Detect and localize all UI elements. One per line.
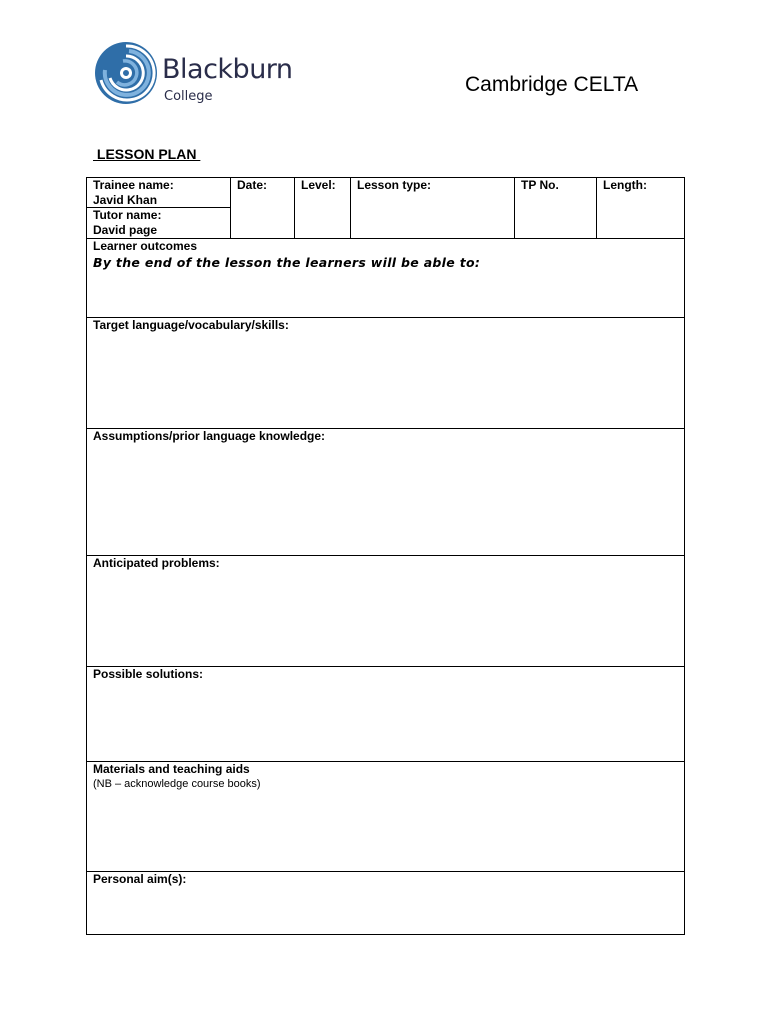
target-language-field[interactable] — [87, 318, 685, 429]
tp-no-field[interactable] — [515, 178, 597, 239]
tutor-value[interactable]: David page — [93, 223, 158, 237]
learner-outcomes-prompt: By the end of the lesson the learners will be able to: — [93, 255, 481, 270]
tutor-label: Tutor name: — [93, 208, 162, 222]
anticipated-problems-field[interactable] — [87, 556, 685, 667]
level-label: Level: — [301, 178, 336, 192]
tp-no-label: TP No. — [521, 178, 559, 192]
anticipated-problems-label: Anticipated problems: — [93, 556, 220, 570]
personal-aims-field[interactable] — [87, 872, 685, 935]
college-logo — [93, 40, 293, 110]
trainee-tutor-cell — [87, 178, 231, 239]
page-title: LESSON PLAN — [93, 146, 201, 162]
swirl-logo-icon — [93, 40, 159, 106]
certificate-title: Cambridge CELTA — [465, 73, 639, 96]
info-row — [87, 178, 685, 239]
learner-outcomes-field[interactable] — [87, 239, 685, 318]
lesson-type-field[interactable] — [351, 178, 515, 239]
date-label: Date: — [237, 178, 268, 192]
assumptions-label: Assumptions/prior language knowledge: — [93, 429, 326, 443]
materials-label: Materials and teaching aids — [93, 762, 250, 776]
trainee-label: Trainee name: — [93, 178, 174, 192]
lesson-plan-table — [86, 177, 685, 935]
materials-field[interactable] — [87, 762, 685, 872]
learner-outcomes-label: Learner outcomes — [93, 239, 198, 253]
possible-solutions-label: Possible solutions: — [93, 667, 204, 681]
materials-note: (NB – acknowledge course books) — [93, 778, 261, 790]
personal-aims-label: Personal aim(s): — [93, 872, 187, 886]
trainee-value[interactable]: Javid Khan — [93, 193, 158, 207]
target-language-label: Target language/vocabulary/skills: — [93, 318, 289, 332]
logo-name: Blackburn — [162, 54, 293, 85]
possible-solutions-field[interactable] — [87, 667, 685, 762]
lesson-type-label: Lesson type: — [357, 178, 432, 192]
assumptions-field[interactable] — [87, 429, 685, 556]
date-field[interactable] — [231, 178, 295, 239]
length-label: Length: — [603, 178, 647, 192]
logo-subtitle: College — [164, 89, 213, 104]
length-field[interactable] — [597, 178, 685, 239]
level-field[interactable] — [295, 178, 351, 239]
